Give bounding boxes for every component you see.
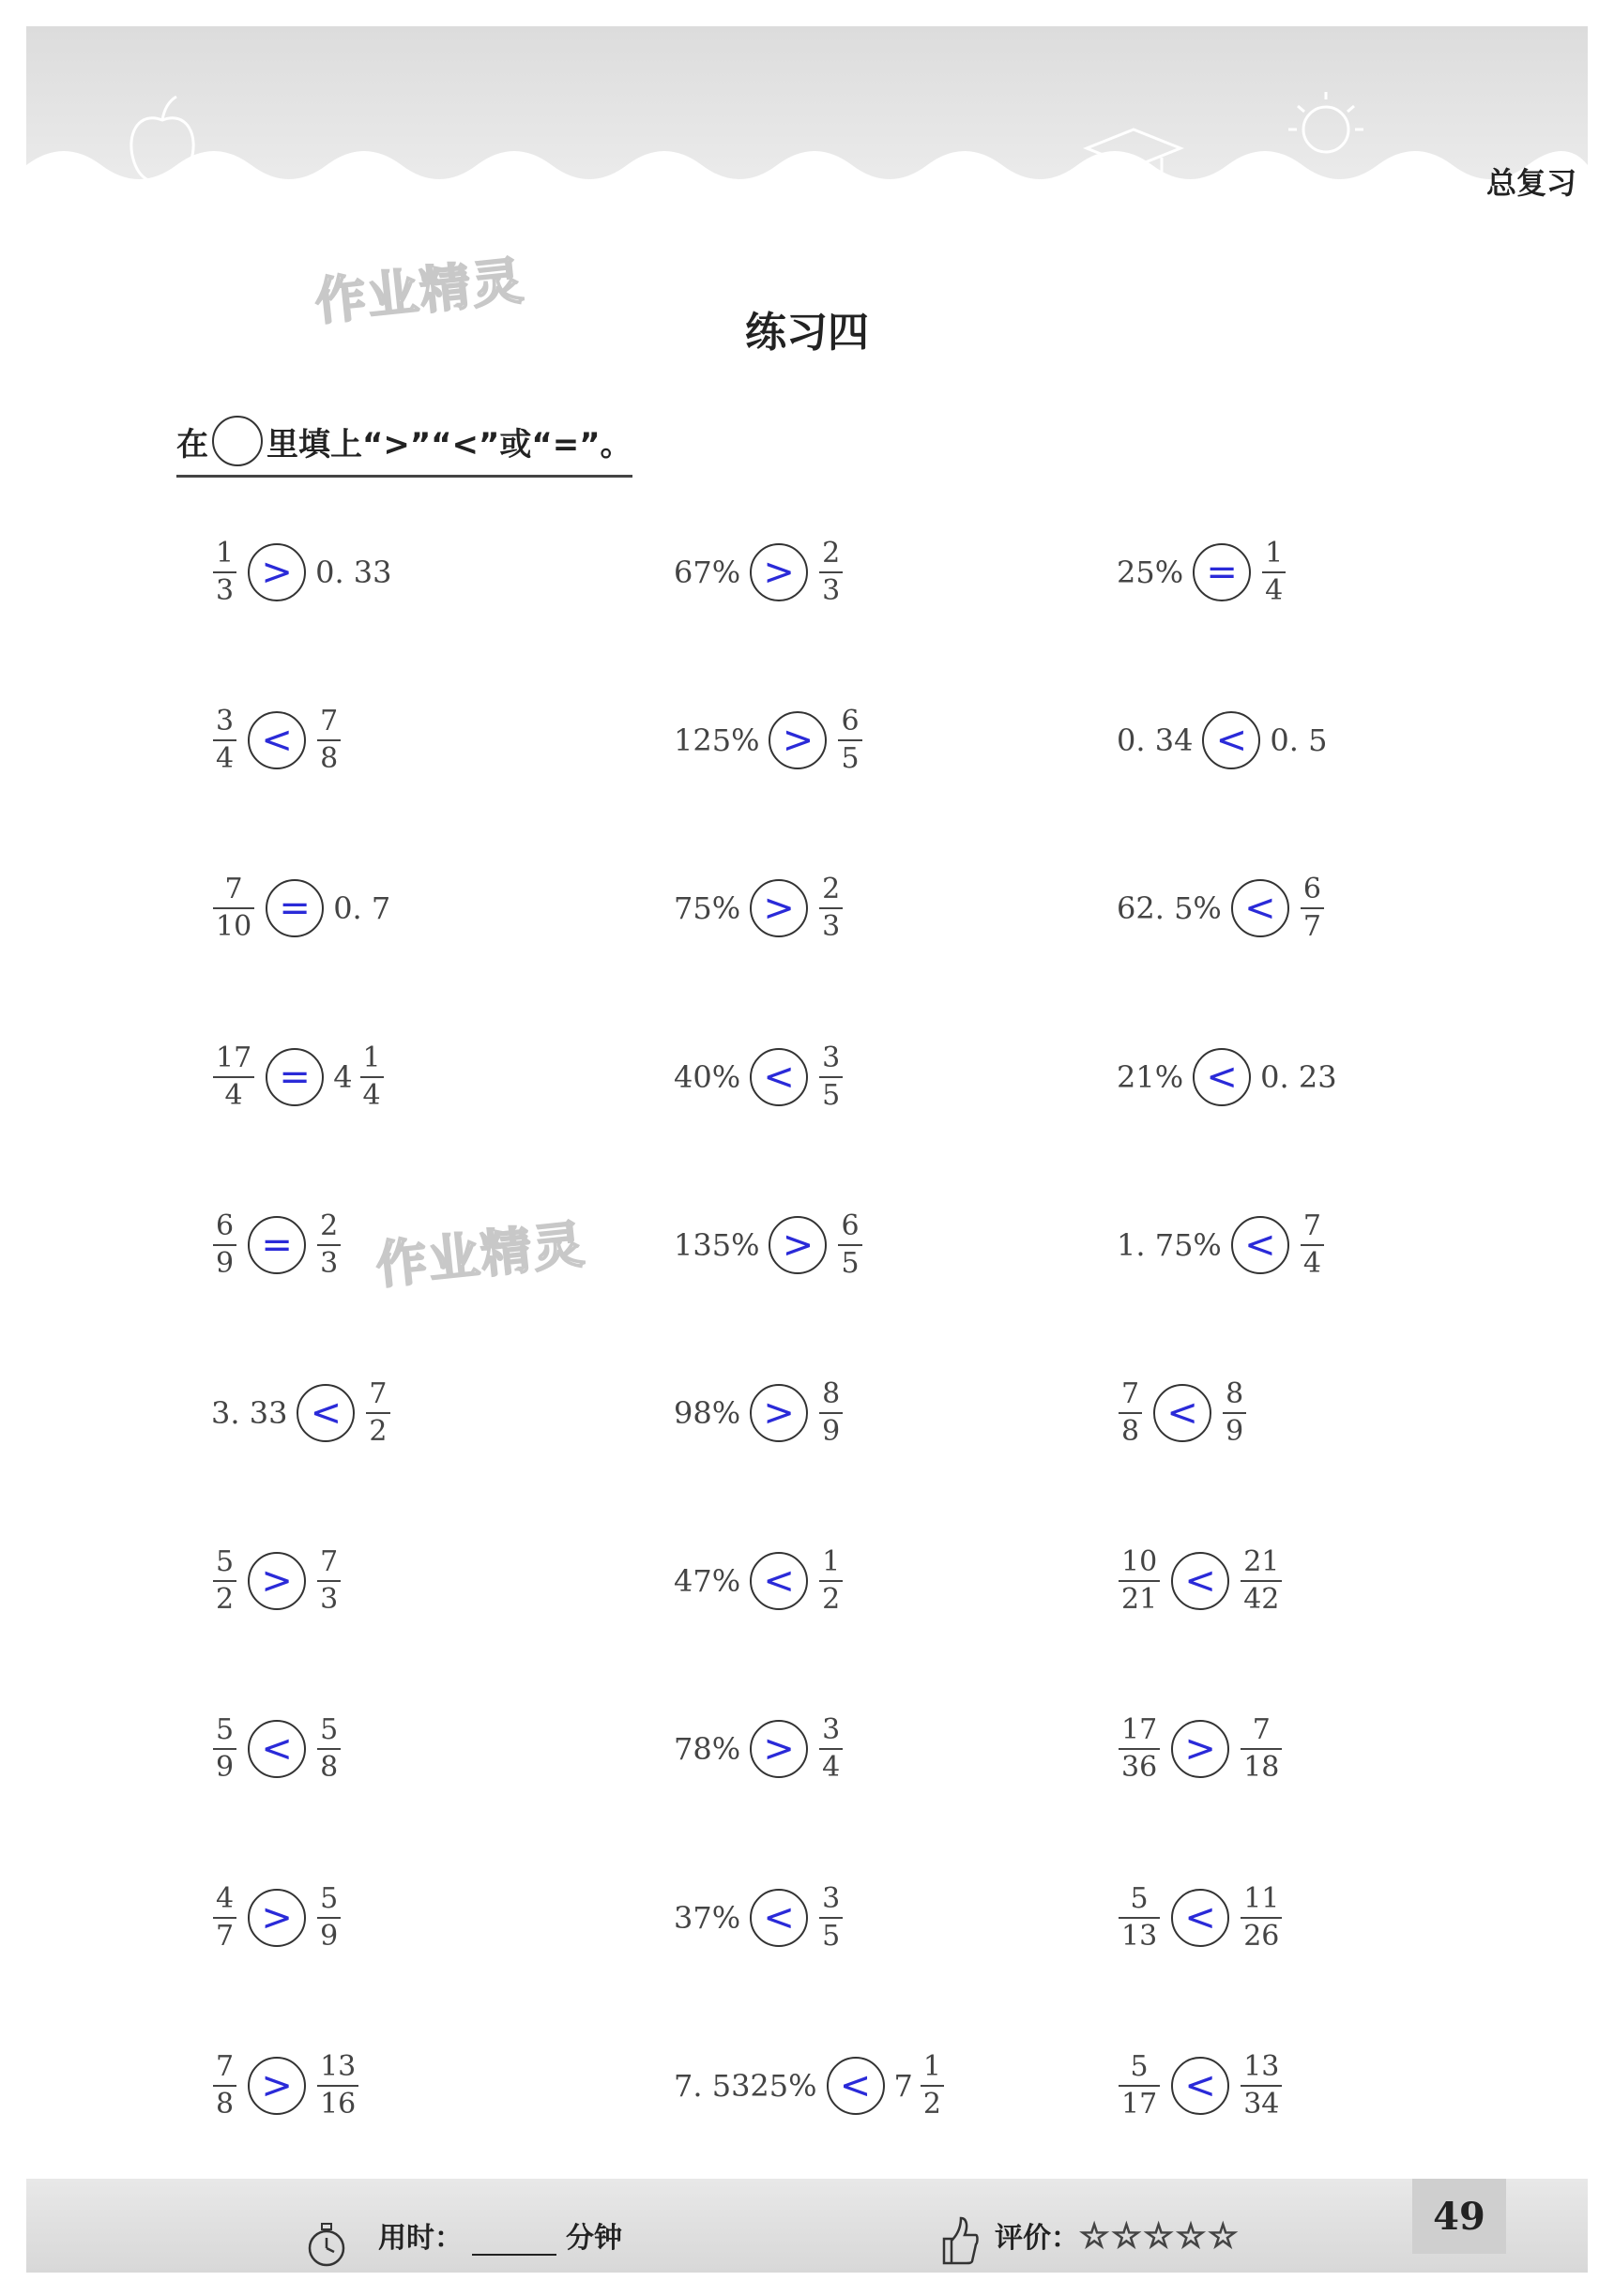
term-value: 3. 33: [211, 1395, 288, 1431]
fraction: [317, 1545, 341, 1617]
fraction: [366, 1377, 389, 1448]
fraction: [1119, 1545, 1160, 1617]
denominator: 5: [822, 1919, 841, 1953]
numerator: 7: [320, 705, 339, 738]
answer-circle[interactable]: <: [248, 1720, 306, 1778]
answer-circle[interactable]: <: [1202, 711, 1260, 769]
fraction: [1223, 1377, 1246, 1448]
term: [674, 1227, 759, 1263]
denominator: 8: [216, 2087, 235, 2121]
term: [817, 1377, 845, 1448]
term: [674, 1059, 740, 1095]
term: [817, 873, 845, 944]
numerator: 3: [822, 1713, 841, 1747]
denominator: 17: [1121, 2087, 1158, 2121]
fraction: [1241, 1713, 1282, 1785]
term: [674, 1900, 740, 1936]
term: [817, 1713, 845, 1785]
answer-circle[interactable]: =: [1193, 543, 1251, 601]
term-value: 67%: [674, 555, 741, 590]
term: [315, 1881, 343, 1953]
fraction: [819, 537, 843, 607]
term: [333, 1041, 385, 1112]
denominator: 2: [369, 1415, 388, 1448]
answer-circle[interactable]: <: [297, 1384, 355, 1442]
numerator: 7: [1302, 1209, 1321, 1242]
numerator: 13: [320, 2049, 357, 2083]
numerator: 1: [1265, 537, 1284, 570]
numerator: 5: [320, 1713, 339, 1747]
fraction: [317, 1713, 341, 1785]
term: [1260, 537, 1287, 607]
comparison-item: [1117, 1871, 1284, 1965]
comparison-item: [1117, 1198, 1326, 1292]
term: [315, 555, 391, 590]
term: [1239, 1881, 1284, 1953]
term: [1117, 1881, 1162, 1953]
numerator: 5: [216, 1545, 235, 1579]
numerator: 11: [1243, 1881, 1280, 1915]
fraction: [1241, 1881, 1282, 1953]
fraction: [317, 705, 341, 776]
term: [211, 1881, 238, 1953]
denominator: 13: [1121, 1919, 1158, 1953]
term: [1239, 1545, 1284, 1617]
answer-circle[interactable]: >: [750, 1384, 808, 1442]
whole-number: 4: [333, 1058, 353, 1095]
term-value: 0. 5: [1270, 722, 1328, 759]
denominator: 3: [822, 574, 841, 607]
whole-number: 7: [893, 2067, 913, 2104]
page-number: 49: [1412, 2179, 1506, 2254]
numerator: 6: [1302, 873, 1321, 906]
numerator: 2: [320, 1209, 339, 1242]
fraction: [819, 1881, 843, 1953]
term: [1117, 1713, 1162, 1785]
fraction: [1119, 1713, 1160, 1785]
numerator: 3: [216, 705, 235, 738]
numerator: 8: [1226, 1377, 1244, 1410]
term: [817, 1041, 845, 1112]
answer-circle[interactable]: >: [769, 1216, 827, 1274]
instruction-text-after: 里填上“>”“<”或“=”。: [266, 425, 632, 464]
term: [315, 705, 343, 776]
answer-circle[interactable]: <: [248, 711, 306, 769]
answer-circle[interactable]: <: [750, 1552, 808, 1610]
answer-circle[interactable]: =: [248, 1216, 306, 1274]
term-value: 0. 7: [333, 890, 391, 927]
answer-circle[interactable]: <: [750, 1048, 808, 1106]
comparison-item: [211, 525, 392, 619]
numerator: 5: [320, 1881, 339, 1915]
fraction: [213, 2049, 236, 2121]
numerator: 17: [216, 1041, 252, 1074]
denominator: 8: [1121, 1415, 1140, 1448]
numerator: 7: [320, 1545, 339, 1579]
denominator: 26: [1243, 1919, 1280, 1953]
term: [1117, 722, 1193, 758]
term: [315, 1713, 343, 1785]
numerator: 10: [1121, 1545, 1158, 1579]
term: [1117, 2049, 1162, 2121]
numerator: 7: [369, 1377, 388, 1410]
fraction: [1241, 1545, 1282, 1617]
term: [893, 2049, 946, 2121]
term: [211, 705, 238, 776]
comparison-item: [1117, 2039, 1284, 2133]
numerator: 7: [1252, 1713, 1271, 1747]
fraction: [213, 1881, 236, 1953]
answer-circle[interactable]: >: [769, 711, 827, 769]
answer-circle[interactable]: <: [827, 2057, 885, 2115]
term: [364, 1377, 391, 1448]
comparison-item: [211, 1702, 343, 1796]
denominator: 4: [224, 1078, 243, 1112]
rating-field: [995, 2214, 1240, 2256]
denominator: 3: [216, 574, 235, 607]
fraction: [213, 1041, 254, 1112]
comparison-item: [211, 1030, 386, 1124]
denominator: 42: [1243, 1583, 1280, 1617]
answer-circle[interactable]: >: [248, 2057, 306, 2115]
numerator: 6: [216, 1209, 235, 1242]
section-tag: 总复习: [1485, 165, 1576, 201]
numerator: 21: [1243, 1545, 1280, 1579]
rating-stars[interactable]: ☆☆☆☆☆: [1079, 2217, 1241, 2256]
term: [674, 1731, 740, 1767]
term: [1221, 1377, 1248, 1448]
comparison-item: [674, 1198, 864, 1292]
fraction: [360, 1041, 384, 1112]
denominator: 5: [841, 742, 860, 776]
answer-circle[interactable]: >: [750, 879, 808, 937]
comparison-item: [674, 1871, 845, 1965]
fraction: [819, 873, 843, 944]
comparison-item: [674, 1366, 845, 1460]
denominator: 2: [822, 1583, 841, 1617]
denominator: 9: [216, 1751, 235, 1785]
term: [211, 1209, 238, 1280]
numerator: 17: [1121, 1713, 1158, 1747]
time-unit: 分钟: [566, 2222, 622, 2255]
term: [211, 1713, 238, 1785]
numerator: 8: [822, 1377, 841, 1410]
denominator: 10: [216, 910, 252, 944]
term-value: 7. 5325%: [674, 2067, 817, 2104]
time-label: 用时：: [378, 2222, 463, 2255]
denominator: 34: [1243, 2087, 1280, 2121]
term-value: 78%: [674, 1731, 741, 1768]
answer-circle[interactable]: <: [1171, 1552, 1229, 1610]
answer-circle[interactable]: <: [1171, 2057, 1229, 2115]
comparison-item: [674, 1030, 845, 1124]
numerator: 7: [216, 2049, 235, 2083]
term: [1260, 1059, 1336, 1095]
denominator: 5: [822, 1078, 841, 1112]
fraction: [819, 1041, 843, 1112]
comparison-item: [1117, 525, 1287, 619]
fraction: [213, 1209, 236, 1280]
numerator: 2: [822, 873, 841, 906]
answer-circle[interactable]: >: [750, 1720, 808, 1778]
comparison-item: [1117, 1702, 1284, 1796]
comparison-item: [211, 2039, 360, 2133]
fraction: [1119, 2049, 1160, 2121]
fraction: [819, 1545, 843, 1617]
denominator: 5: [841, 1246, 860, 1280]
comparison-item: [211, 1871, 343, 1965]
numerator: 1: [822, 1545, 841, 1579]
denominator: 2: [216, 1583, 235, 1617]
term: [674, 890, 740, 926]
numerator: 1: [216, 537, 235, 570]
denominator: 4: [216, 742, 235, 776]
term: [674, 2068, 817, 2104]
numerator: 5: [1130, 2049, 1149, 2083]
term-value: 37%: [674, 1899, 741, 1936]
comparison-item: [211, 1534, 343, 1628]
answer-circle[interactable]: >: [248, 543, 306, 601]
fraction: [317, 1881, 341, 1953]
denominator: 9: [320, 1919, 339, 1953]
numerator: 13: [1243, 2049, 1280, 2083]
term: [1117, 555, 1183, 590]
term-value: 25%: [1117, 555, 1184, 590]
term: [1117, 1227, 1222, 1263]
term: [211, 1395, 287, 1431]
watermark: 作业精灵: [312, 251, 528, 332]
denominator: 9: [1226, 1415, 1244, 1448]
answer-circle[interactable]: =: [266, 879, 324, 937]
denominator: 4: [1302, 1246, 1321, 1280]
fraction: [213, 705, 236, 776]
time-blank[interactable]: [472, 2254, 556, 2256]
denominator: 16: [320, 2087, 357, 2121]
rating-label: 评价：: [995, 2222, 1079, 2255]
term: [211, 873, 256, 944]
instruction-text-before: 在: [176, 425, 208, 464]
denominator: 8: [320, 742, 339, 776]
denominator: 3: [320, 1246, 339, 1280]
fraction: [819, 1713, 843, 1785]
term: [817, 1881, 845, 1953]
denominator: 21: [1121, 1583, 1158, 1617]
fraction: [838, 1209, 861, 1280]
fraction: [317, 1209, 341, 1280]
denominator: 4: [362, 1078, 381, 1112]
denominator: 8: [320, 1751, 339, 1785]
comparison-item: [674, 1702, 845, 1796]
numerator: 7: [1121, 1377, 1140, 1410]
term: [315, 1209, 343, 1280]
comparison-item: [674, 1534, 845, 1628]
term-value: 0. 23: [1260, 1058, 1337, 1095]
fraction: [317, 2049, 358, 2121]
fraction: [1301, 1209, 1324, 1280]
term-value: 21%: [1117, 1058, 1184, 1095]
fraction: [1301, 873, 1324, 944]
answer-circle[interactable]: >: [248, 1552, 306, 1610]
denominator: 18: [1243, 1751, 1280, 1785]
denominator: 7: [1302, 910, 1321, 944]
footer-bar: [26, 2179, 1588, 2273]
numerator: 1: [362, 1041, 381, 1074]
term-value: 40%: [674, 1058, 741, 1095]
term-value: 0. 34: [1117, 722, 1194, 759]
term: [674, 1395, 740, 1431]
fraction: [819, 1377, 843, 1448]
term: [211, 1545, 238, 1617]
fraction: [1241, 2049, 1282, 2121]
watermark: 作业精灵: [373, 1214, 589, 1296]
answer-circle[interactable]: <: [1193, 1048, 1251, 1106]
term: [211, 1041, 256, 1112]
comparison-item: [1117, 1030, 1337, 1124]
exercise-title: 练习四: [745, 309, 869, 357]
answer-circle[interactable]: <: [1153, 1384, 1211, 1442]
term: [817, 537, 845, 607]
fraction: [1119, 1881, 1160, 1953]
term: [1117, 1059, 1183, 1095]
denominator: 36: [1121, 1751, 1158, 1785]
numerator: 4: [216, 1881, 235, 1915]
term-value: 47%: [674, 1563, 741, 1600]
answer-circle[interactable]: <: [1231, 879, 1289, 937]
comparison-item: [211, 693, 343, 787]
answer-circle[interactable]: <: [750, 1889, 808, 1947]
answer-circle[interactable]: =: [266, 1048, 324, 1106]
term: [1270, 722, 1327, 758]
comparison-item: [211, 861, 390, 955]
term: [674, 722, 759, 758]
fraction: [213, 1713, 236, 1785]
fraction: [838, 705, 861, 776]
fraction: [921, 2049, 944, 2121]
comparison-item: [1117, 1366, 1248, 1460]
term: [315, 1545, 343, 1617]
numerator: 3: [822, 1881, 841, 1915]
numerator: 1: [922, 2049, 941, 2083]
comparison-item: [1117, 693, 1327, 787]
fraction: [213, 1545, 236, 1617]
numerator: 5: [1130, 1881, 1149, 1915]
denominator: 3: [320, 1583, 339, 1617]
denominator: 9: [216, 1246, 235, 1280]
denominator: 4: [822, 1751, 841, 1785]
answer-circle[interactable]: >: [1171, 1720, 1229, 1778]
term: [211, 537, 238, 607]
numerator: 7: [224, 873, 243, 906]
comparison-item: [1117, 1534, 1284, 1628]
answer-circle[interactable]: >: [750, 543, 808, 601]
denominator: 4: [1265, 574, 1284, 607]
term: [1299, 873, 1326, 944]
term: [1117, 1545, 1162, 1617]
term: [333, 890, 390, 926]
term-value: 135%: [674, 1226, 760, 1263]
comparison-item: [674, 693, 864, 787]
term-value: 62. 5%: [1117, 890, 1222, 927]
stopwatch-icon: [305, 2222, 348, 2269]
denominator: 3: [822, 910, 841, 944]
term: [1299, 1209, 1326, 1280]
fraction: [213, 873, 254, 944]
term-value: 0. 33: [315, 555, 392, 590]
numerator: 5: [216, 1713, 235, 1747]
term: [1239, 1713, 1284, 1785]
time-field: [378, 2214, 622, 2256]
numerator: 2: [822, 537, 841, 570]
term: [1239, 2049, 1284, 2121]
denominator: 7: [216, 1919, 235, 1953]
comparison-item: [674, 2039, 946, 2133]
fraction: [213, 537, 236, 607]
term: [1117, 1377, 1144, 1448]
comparison-item: [211, 1198, 343, 1292]
numerator: 3: [822, 1041, 841, 1074]
term: [315, 2049, 360, 2121]
numerator: 6: [841, 705, 860, 738]
term: [674, 1563, 740, 1599]
comparison-item: [674, 525, 845, 619]
term-value: 125%: [674, 722, 760, 759]
term-value: 1. 75%: [1117, 1226, 1222, 1263]
answer-circle[interactable]: <: [1231, 1216, 1289, 1274]
term: [1117, 890, 1222, 926]
comparison-item: [674, 861, 845, 955]
fraction: [1119, 1377, 1142, 1448]
term: [674, 555, 740, 590]
denominator: 9: [822, 1415, 841, 1448]
term-value: 98%: [674, 1395, 741, 1431]
term: [817, 1545, 845, 1617]
term: [836, 705, 863, 776]
denominator: 2: [922, 2087, 941, 2121]
term: [836, 1209, 863, 1280]
comparison-item: [211, 1366, 392, 1460]
fraction: [1262, 537, 1286, 607]
term: [211, 2049, 238, 2121]
thumbs-up-icon: [938, 2214, 980, 2267]
answer-circle[interactable]: >: [248, 1889, 306, 1947]
term-value: 75%: [674, 890, 741, 927]
answer-circle[interactable]: <: [1171, 1889, 1229, 1947]
comparison-item: [1117, 861, 1326, 955]
numerator: 6: [841, 1209, 860, 1242]
